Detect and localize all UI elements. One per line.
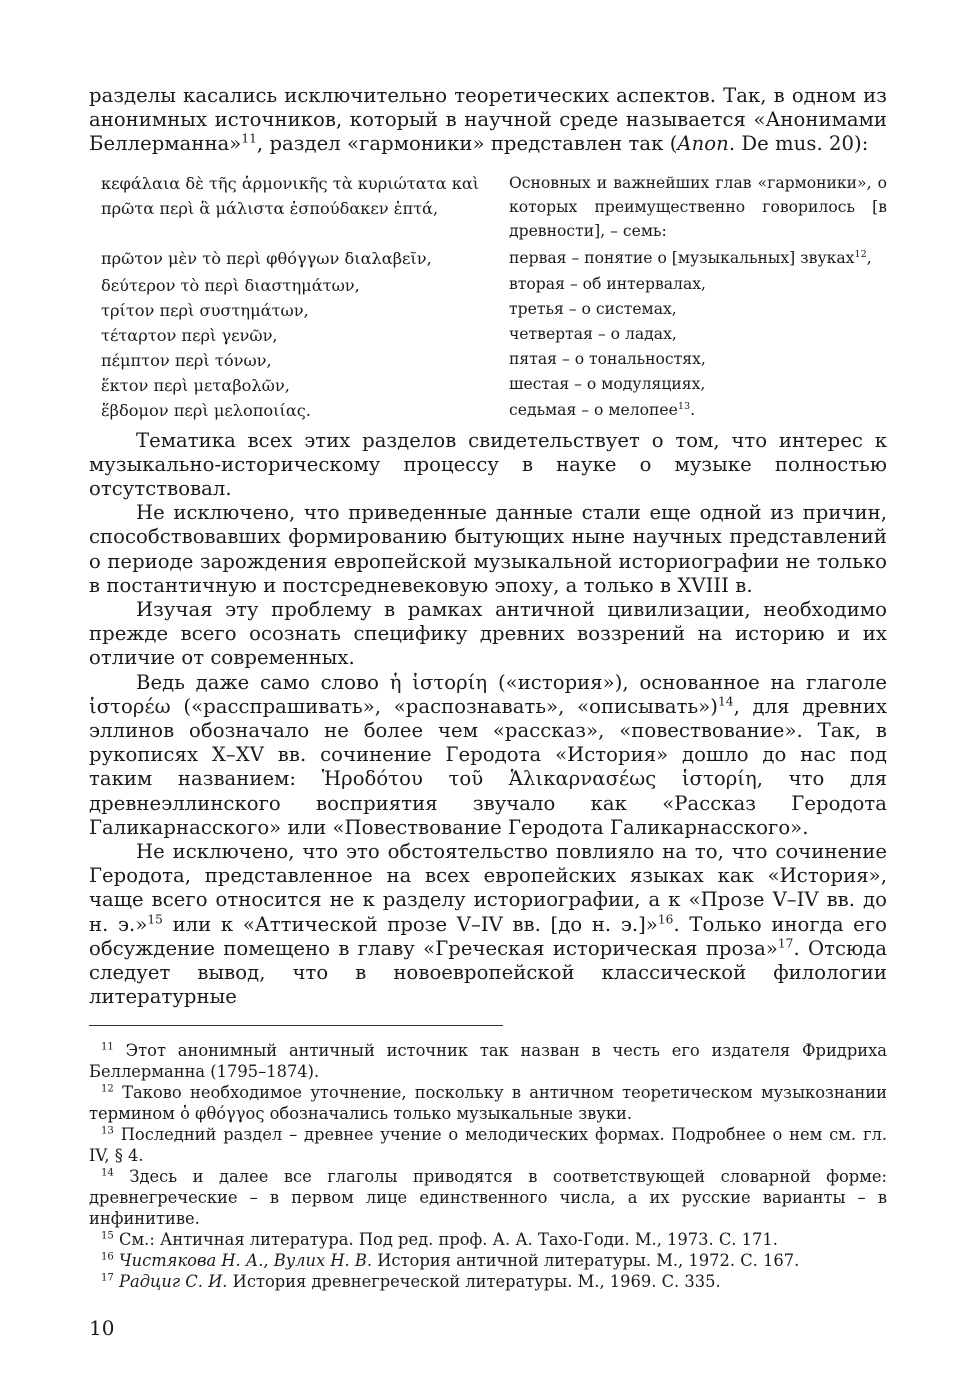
footnote-11: [89, 1040, 887, 1082]
greek-text: ἕκτον περὶ μεταβολῶν,: [101, 375, 290, 395]
footnote-12: [89, 1082, 887, 1124]
translation-punct: ,: [866, 248, 872, 267]
translation-text: третья – о системах,: [509, 299, 677, 318]
footnote-14: [89, 1166, 887, 1229]
paragraph-text: или к «Аттической прозе V–IV вв. [до н. э.]»: [162, 912, 658, 936]
footnote-16: [89, 1250, 887, 1271]
paragraph-text: , для древних эллинов обозначало не более чем «рассказ», «повествование». Так, в рукописях X–XV вв. сочинение Геродота «История» дошло до нас под таким названием: Ἡροδότου τοῦ Ἁλικαρνασέως ἱστορίη, что для древнеэллинского восприятия звучало как «Рассказ Геродота Галикарнасского» или «Повествование Геродота Галикарнасского».: [89, 694, 887, 839]
quote-row: [101, 171, 887, 246]
greek-text: πρῶτον μὲν τὸ περὶ φθόγγων διαλαβεῖν,: [101, 248, 432, 268]
footnote-divider: [89, 1025, 503, 1026]
page-body: [89, 84, 887, 1009]
footnote-text: История античной литературы. М., 1972. С. 167.: [372, 1251, 800, 1270]
greek-text: δεύτερον τὸ περὶ διαστημάτων,: [101, 275, 360, 295]
quote-row: [101, 298, 887, 323]
paragraph-4: Изучая эту проблему в рамках античной цивилизации, необходимо прежде всего осознать специфику древних воззрений на историю и их отличие от современных.: [89, 598, 887, 670]
greek-text: τέταρτον περὶ γενῶν,: [101, 325, 278, 345]
footnote-number: 11: [101, 1041, 114, 1053]
paragraph-2: Тематика всех этих разделов свидетельствует о том, что интерес к музыкально-историческому процессу в науке о музыке полностью отсутствовал.: [89, 428, 887, 501]
paragraph-text: Не исключено, что это обстоятельство повлияло на то, что сочинение Геродота, представленное на всех европейских языках как «История», чаще всего относится не к разделу историографии, а к «Прозе V–IV вв. до н. э.»: [89, 840, 887, 936]
quote-row: [101, 373, 887, 398]
footnote-number: 14: [101, 1167, 114, 1179]
russian-translation: [509, 171, 887, 246]
russian-translation: [509, 323, 887, 348]
page-number: 10: [89, 1316, 115, 1340]
footnote-15: [89, 1229, 887, 1250]
greek-text: κεφάλαια δὲ τῆς ἁρμονικῆς τὰ κυριώτατα καὶ πρῶτα περὶ ἃ μάλιστα ἐσπούδακεν ἑπτά,: [101, 173, 480, 218]
quote-row: [101, 273, 887, 298]
translation-text: Основных и важнейших глав «гармоники», о которых преимущественно говорилось [в древности], – семь:: [509, 173, 887, 240]
paragraph-1: [89, 84, 887, 157]
footnote-text: Последний раздел – древнее учение о мелодических формах. Подробнее о нем см. гл. IV, § 4.: [89, 1125, 887, 1165]
paragraph-6: [89, 840, 887, 1009]
translation-text: четвертая – о ладах,: [509, 324, 677, 343]
russian-translation: [509, 348, 887, 373]
greek-russian-quote: [101, 171, 887, 425]
quote-row: [101, 398, 887, 425]
footnote-text: Здесь и далее все глаголы приводятся в соответствующей словарной форме: древнегреческие – в первом лице единственного числа, а их русские варианты – в инфинитиве.: [89, 1167, 887, 1228]
translation-text: шестая – о модуляциях,: [509, 374, 706, 393]
russian-translation: [509, 373, 887, 398]
greek-text: τρίτον περὶ συστημάτων,: [101, 300, 309, 320]
footnote-number: 16: [101, 1251, 114, 1263]
footnote-17: [89, 1271, 887, 1292]
footnote-ref: 14: [718, 694, 734, 709]
greek-text: ἕβδομον περὶ μελοποιίας.: [101, 400, 311, 420]
footnote-author: Чистякова Н. А., Вулих Н. В.: [113, 1251, 373, 1270]
footnote-text: История древнегреческой литературы. М., 1969. С. 335.: [227, 1272, 721, 1291]
quote-rows: [101, 171, 887, 425]
russian-translation: [509, 273, 887, 298]
paragraph-text: . Отсюда следует вывод, что в новоевропейской классической филологии литературные: [89, 936, 887, 1009]
translation-text: седьмая – о мелопее: [509, 400, 678, 419]
quote-row: [101, 348, 887, 373]
translation-text: пятая – о тональностях,: [509, 349, 706, 368]
footnote-ref: 15: [147, 912, 163, 927]
footnote-number: 12: [101, 1083, 114, 1095]
footnote-ref: 17: [777, 936, 794, 951]
footnote-text: См.: Античная литература. Под ред. проф. А. А. Тахо-Годи. М., 1973. С. 171.: [113, 1230, 778, 1249]
paragraph-text: . Только иногда его обсуждение помещено в главу «Греческая историческая проза»: [89, 912, 887, 960]
footnote-ref: 11: [241, 131, 257, 146]
paragraph-text: Ведь даже само слово ἡ ἱστορίη («история»), основанное на глаголе ἱστορέω («расспрашивать», «распознавать», «описывать»): [89, 670, 887, 718]
translation-text: первая – понятие о [музыкальных] звуках: [509, 248, 855, 267]
paragraph-5: [89, 671, 887, 840]
footnote-13: [89, 1124, 887, 1166]
paragraph-italic: Anon: [677, 132, 729, 156]
paragraph-3: Не исключено, что приведенные данные стали еще одной из причин, способствовавших формированию бытующих ныне научных представлений о периоде зарождения европейской музыкальной историографии не только в постантичную и постсредневековую эпоху, а только в XVIII в.: [89, 501, 887, 597]
footnotes: [89, 1040, 887, 1292]
footnote-number: 17: [101, 1272, 114, 1284]
russian-translation: [509, 398, 887, 425]
footnote-author: Радциг С. И.: [113, 1272, 228, 1291]
footnote-number: 13: [101, 1125, 114, 1137]
paragraph-text: разделы касались исключительно теоретических аспектов. Так, в одном из анонимных источников, который в научной среде называется «Анонимами Беллерманна»: [89, 84, 887, 156]
footnote-ref: 13: [677, 400, 691, 412]
paragraph-text: . De mus. 20):: [728, 132, 869, 156]
russian-translation: [509, 246, 887, 273]
paragraph-text: , раздел «гармоники» представлен так (: [256, 132, 678, 156]
greek-text: πέμπτον περὶ τόνων,: [101, 350, 272, 370]
quote-row: [101, 246, 887, 273]
translation-punct: .: [690, 400, 696, 419]
quote-row: [101, 323, 887, 348]
footnote-ref: 12: [854, 248, 867, 260]
russian-translation: [509, 298, 887, 323]
footnote-text: Таково необходимое уточнение, поскольку в античном теоретическом музыкознании термином ὁ φθόγγος обозначались только музыкальные звуки.: [89, 1083, 887, 1123]
footnote-ref: 16: [657, 912, 674, 927]
footnote-number: 15: [101, 1230, 114, 1242]
translation-text: вторая – об интервалах,: [509, 274, 707, 293]
footnote-text: Этот анонимный античный источник так назван в честь его издателя Фридриха Беллерманна (1795–1874).: [89, 1041, 887, 1081]
